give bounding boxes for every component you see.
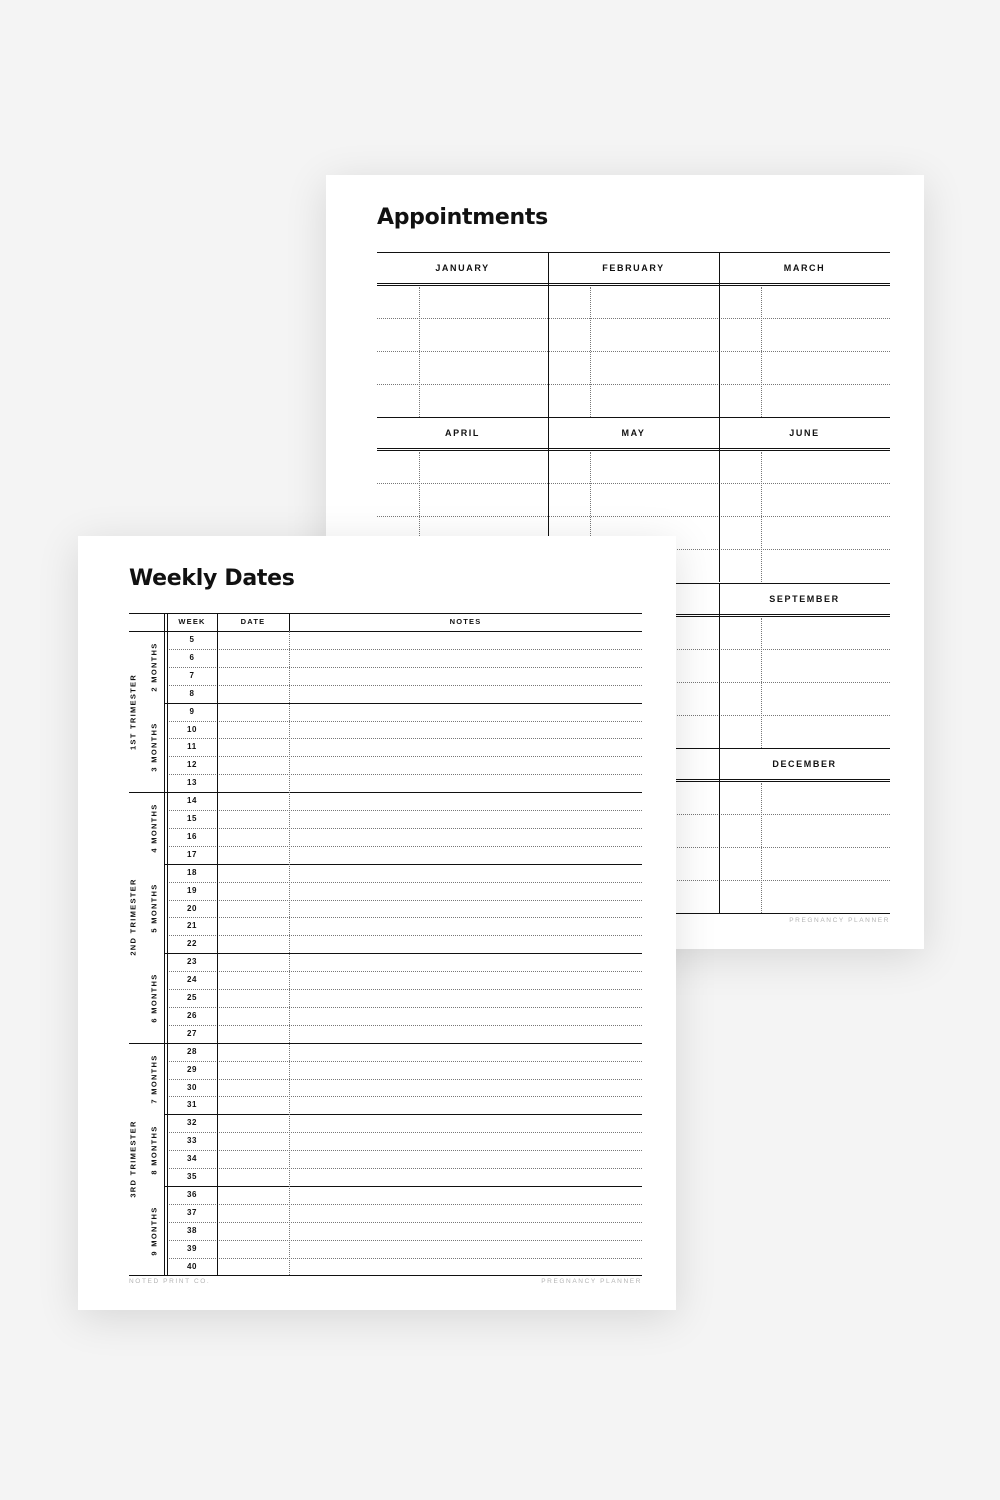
month-divider: [548, 252, 549, 417]
week-row-line: [167, 1132, 642, 1133]
week-row-line: [167, 989, 642, 990]
week-number: 10: [186, 724, 198, 734]
trimester-label: 1ST TRIMESTER: [128, 673, 138, 750]
month-label: DECEMBER: [772, 759, 837, 769]
month-group-rule: [164, 1186, 642, 1187]
appointment-line: [377, 384, 890, 385]
week-number: 9: [189, 706, 195, 716]
week-row-line: [167, 935, 642, 936]
week-number: 21: [186, 921, 198, 931]
weekly-footer-brand: NOTED PRINT CO.: [129, 1278, 211, 1285]
month-group-rule: [164, 953, 642, 954]
week-row-line: [167, 1240, 642, 1241]
date-column-header: DATE: [240, 617, 266, 626]
week-number: 33: [186, 1136, 198, 1146]
month-divider: [719, 748, 720, 913]
appointments-footer: PREGNANCY PLANNER: [789, 917, 890, 924]
week-number: 29: [186, 1064, 198, 1074]
month-label: FEBRUARY: [602, 263, 665, 273]
week-number: 24: [186, 975, 198, 985]
week-row-line: [167, 828, 642, 829]
month-divider: [719, 417, 720, 582]
week-row-line: [167, 882, 642, 883]
date-column-divider: [289, 631, 290, 1275]
month-divider: [719, 252, 720, 417]
month-group-label: 4 MONTHS: [149, 803, 159, 853]
month-label: JANUARY: [435, 263, 490, 273]
week-number: 36: [186, 1189, 198, 1199]
week-number: 6: [189, 652, 195, 662]
table-top-rule: [129, 613, 642, 614]
appointment-line: [377, 351, 890, 352]
week-number: 35: [186, 1172, 198, 1181]
week-number: 34: [186, 1154, 198, 1164]
day-divider: [419, 287, 420, 417]
day-divider: [590, 287, 591, 417]
header-bottom-rule: [129, 631, 642, 632]
trimester-rule: [129, 792, 164, 793]
month-group-rule: [164, 703, 642, 704]
week-number: 13: [186, 778, 198, 788]
week-row-line: [167, 900, 642, 901]
week-number: 30: [186, 1082, 198, 1092]
week-number: 14: [186, 796, 198, 806]
trimester-label: 2ND TRIMESTER: [128, 878, 138, 957]
week-number: 18: [186, 867, 198, 877]
week-row-line: [167, 1222, 642, 1223]
month-group-label: 8 MONTHS: [149, 1125, 159, 1175]
month-label: JUNE: [789, 428, 820, 438]
month-group-rule: [164, 1114, 642, 1115]
week-number: 37: [186, 1207, 198, 1217]
month-label: APRIL: [445, 428, 480, 438]
month-group-label: 7 MONTHS: [149, 1053, 159, 1104]
week-row-line: [167, 721, 642, 722]
weekly-footer-title: PREGNANCY PLANNER: [541, 1278, 642, 1285]
appointments-title: Appointments: [377, 205, 548, 230]
label-column-divider: [164, 613, 165, 1275]
week-row-line: [167, 1150, 642, 1151]
month-label: SEPTEMBER: [769, 594, 840, 604]
week-row-line: [167, 649, 642, 650]
week-number: 25: [186, 993, 198, 1002]
week-row-line: [167, 756, 642, 757]
month-group-label: 2 MONTHS: [149, 642, 159, 692]
week-number: 15: [186, 814, 198, 823]
day-divider: [761, 618, 762, 748]
week-row-line: [167, 738, 642, 739]
trimester-label: 3RD TRIMESTER: [128, 1120, 138, 1198]
month-divider: [719, 583, 720, 748]
week-row-line: [167, 846, 642, 847]
week-number: 26: [186, 1010, 198, 1020]
appointment-line: [377, 516, 890, 517]
week-number: 31: [186, 1100, 198, 1110]
trimester-rule: [129, 1043, 164, 1044]
week-row-line: [167, 1204, 642, 1205]
month-header-rule: [377, 283, 890, 286]
week-number: 5: [189, 635, 195, 644]
week-column-header: WEEK: [178, 617, 206, 626]
week-row-line: [167, 1007, 642, 1008]
week-row-line: [167, 971, 642, 972]
week-number: 20: [186, 903, 198, 913]
week-number: 27: [186, 1028, 198, 1038]
month-label: MAY: [621, 428, 646, 438]
month-row-top-rule: [377, 252, 890, 253]
week-number: 17: [186, 849, 198, 859]
week-number: 38: [186, 1225, 198, 1235]
week-row-line: [167, 917, 642, 918]
month-group-label: 3 MONTHS: [149, 722, 159, 772]
week-number: 32: [186, 1118, 198, 1128]
month-group-label: 6 MONTHS: [149, 973, 159, 1023]
week-number: 8: [189, 688, 195, 698]
week-row-line: [167, 1096, 642, 1097]
week-row-line: [167, 667, 642, 668]
week-number: 28: [186, 1046, 198, 1056]
notes-column-header: NOTES: [449, 617, 482, 626]
week-row-line: [167, 1061, 642, 1062]
day-divider: [761, 452, 762, 582]
week-number: 40: [186, 1261, 198, 1271]
appointment-line: [377, 318, 890, 319]
month-label: MARCH: [783, 263, 826, 273]
week-row-line: [167, 685, 642, 686]
week-row-line: [167, 1025, 642, 1026]
label-column-divider: [167, 613, 168, 1275]
date-header-divider: [289, 613, 290, 631]
week-row-line: [167, 810, 642, 811]
week-number: 19: [186, 885, 198, 895]
week-number: 39: [186, 1243, 198, 1253]
month-row-top-rule: [377, 417, 890, 418]
month-group-label: 9 MONTHS: [149, 1206, 159, 1256]
month-group-rule: [164, 1043, 642, 1044]
week-row-line: [167, 774, 642, 775]
week-row-line: [167, 1258, 642, 1259]
week-number: 7: [189, 670, 195, 680]
appointment-line: [377, 483, 890, 484]
week-column-divider: [217, 613, 218, 1275]
week-number: 22: [186, 939, 198, 949]
month-header-rule: [377, 448, 890, 451]
week-row-line: [167, 1079, 642, 1080]
table-bottom-rule: [129, 1275, 642, 1276]
week-row-line: [167, 1168, 642, 1169]
weekly-dates-title: Weekly Dates: [129, 566, 295, 591]
weekly-dates-sheet: [78, 536, 676, 1310]
day-divider: [761, 783, 762, 913]
month-group-label: 5 MONTHS: [149, 883, 159, 934]
month-group-rule: [164, 864, 642, 865]
week-number: 11: [187, 742, 197, 752]
month-group-rule: [164, 792, 642, 793]
week-number: 12: [186, 760, 198, 770]
day-divider: [761, 287, 762, 417]
week-number: 23: [186, 957, 198, 967]
week-number: 16: [186, 831, 198, 841]
